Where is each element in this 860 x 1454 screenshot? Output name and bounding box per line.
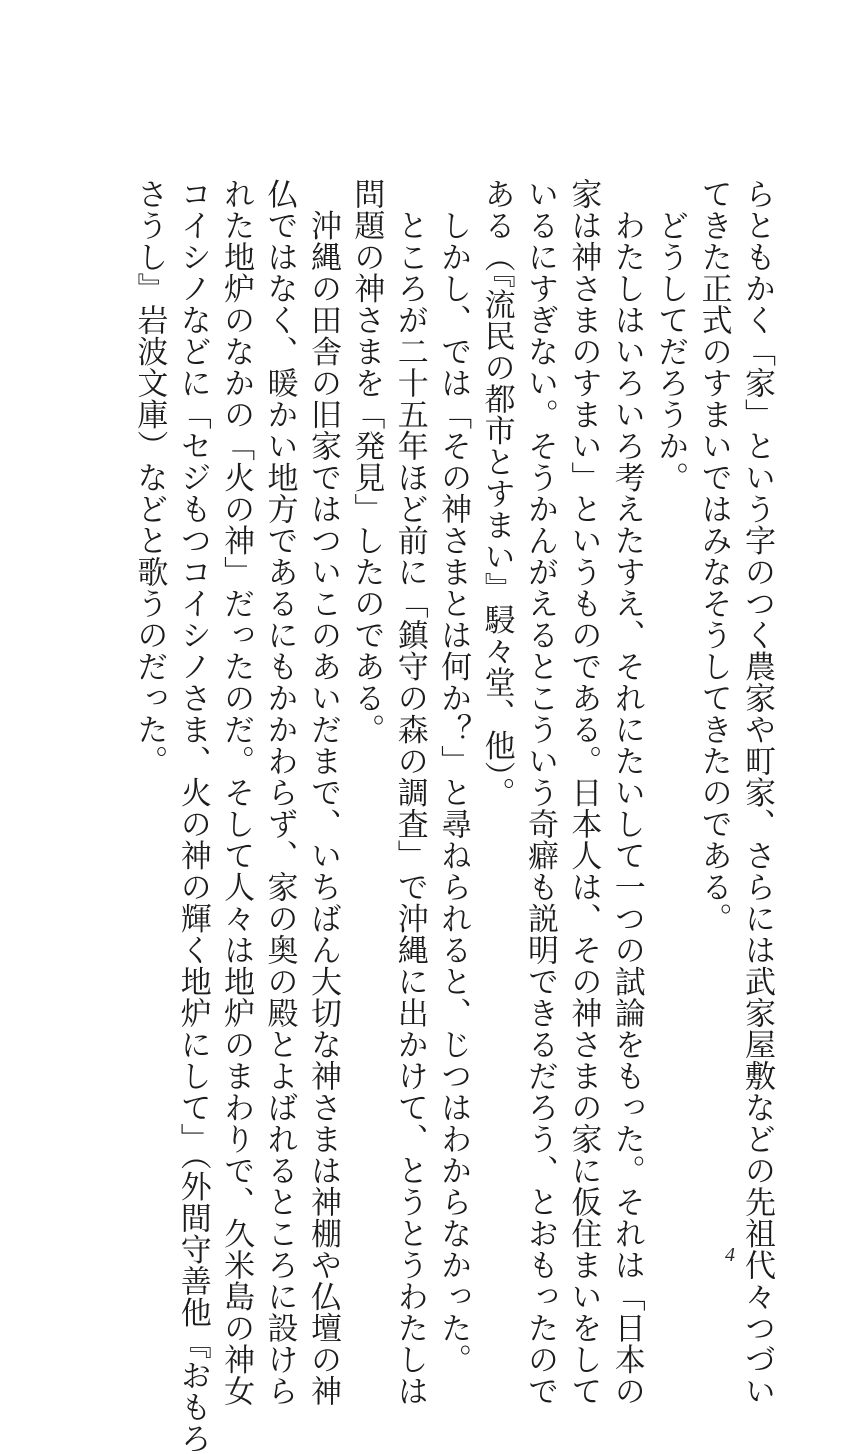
text-line-11: 沖縄の田舎の旧家ではついこのあいだまで、いちばん大切な神さまは神棚や仏壇の神 [304, 178, 341, 1407]
text-line-12: 仏ではなく、暖かい地方であるにもかかわらず、家の奥の殿とよばれるところに設けら [261, 178, 298, 1407]
text-line-2: てきた正式のすまいではみなそうしてきたのである。 [695, 178, 732, 934]
text-line-5: 家は神さまのすまい」というものである。日本人は、その神さまの家に仮住まいをして [565, 178, 602, 1407]
text-line-7: ある（『流民の都市とすまい』駸々堂、他）。 [478, 178, 515, 809]
text-line-14: コイシノなどに「セジもつコイシノさま、火の神の輝く地炉にして」（外間守善他『おもろ [174, 178, 211, 1454]
text-line-13: れた地炉のなかの「火の神」だったのだ。そして人々は地炉のまわりで、久米島の神女 [218, 178, 255, 1407]
text-line-10: 問題の神さまを「発見」したのである。 [348, 178, 385, 745]
text-line-8: しかし、では「その神さまとは何か？」と尋ねられると、じつはわからなかった。 [435, 178, 472, 1375]
vertical-text-block [127, 178, 778, 1454]
text-line-6: いるにすぎない。そうかんがえるとこういう奇癖も説明できるだろう、とおもったので [521, 178, 558, 1407]
page-number: 4 [725, 1244, 735, 1266]
text-line-4: わたしはいろいろ考えたすえ、それにたいして一つの試論をもった。それは「日本の [608, 178, 645, 1407]
text-line-9: ところが二十五年ほど前に「鎮守の森の調査」で沖縄に出かけて、とうとうわたしは [391, 178, 428, 1407]
text-line-1: らともかく「家」という字のつく農家や町家、さらには武家屋敷などの先祖代々つづい [739, 178, 775, 1407]
text-line-3: どうしてだろうか。 [652, 178, 689, 493]
text-line-15: さうし』岩波文庫）などと歌うのだった。 [131, 178, 168, 777]
